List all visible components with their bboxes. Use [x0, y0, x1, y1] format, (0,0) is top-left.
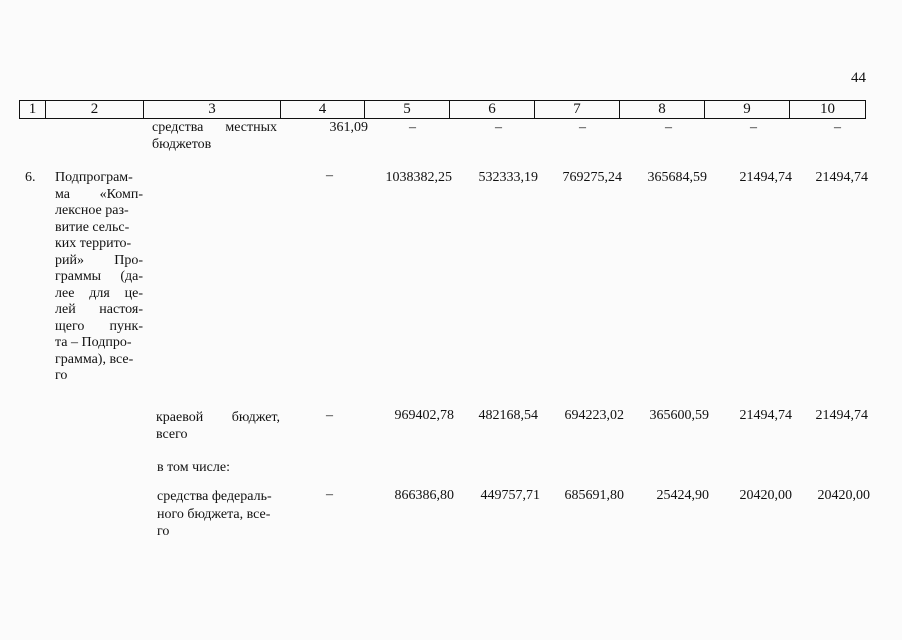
value-col10: 21494,74	[815, 170, 868, 185]
row-label-line: краевой бюджет,	[156, 410, 280, 425]
value-col7: 694223,02	[564, 408, 624, 423]
value-col6: 482168,54	[478, 408, 538, 423]
value-col9: –	[750, 120, 757, 135]
subprogram-name-line: лее для це-	[55, 285, 143, 301]
value-col5: –	[409, 120, 416, 135]
row-label-line: го	[157, 524, 170, 539]
subprogram-name-line: лей настоя-	[55, 302, 143, 317]
column-number-2: 2	[46, 101, 144, 119]
column-number-1: 1	[20, 101, 46, 119]
column-number-8: 8	[620, 101, 705, 119]
value-col6: 449757,71	[480, 488, 540, 503]
row-label-line: средства федераль-	[157, 489, 272, 504]
column-number-header	[19, 100, 866, 119]
value-col4: –	[326, 487, 333, 502]
subprogram-name-line: го	[55, 368, 68, 383]
value-col5: 969402,78	[394, 408, 454, 423]
subprogram-name-line: лексное раз-	[55, 203, 129, 218]
value-col8: 25424,90	[656, 488, 709, 503]
value-col9: 21494,74	[739, 170, 792, 185]
subprogram-name-line: ких террито-	[55, 236, 132, 251]
value-col10: 20420,00	[817, 488, 870, 503]
subprogram-name-line: Подпрограм-	[55, 170, 133, 185]
value-col4: 361,09	[329, 120, 368, 135]
column-number-3: 3	[144, 101, 281, 119]
subprogram-name-line: грамма), все-	[55, 351, 134, 367]
column-number-9: 9	[705, 101, 790, 119]
subprogram-name-line: граммы (да-	[55, 269, 143, 284]
value-col8: 365600,59	[649, 408, 709, 423]
value-col9: 21494,74	[739, 408, 792, 423]
value-col6: –	[495, 120, 502, 135]
value-col6: 532333,19	[478, 170, 538, 185]
page-number: 44	[851, 70, 866, 86]
column-number-7: 7	[535, 101, 620, 119]
value-col7: 685691,80	[564, 488, 624, 503]
subprogram-name-line: щего пунк-	[55, 318, 143, 334]
value-col7: –	[579, 120, 586, 135]
value-col8: –	[665, 120, 672, 135]
row-label-line: средства местных	[152, 120, 277, 135]
subprogram-name-line: витие сельс-	[55, 219, 130, 235]
value-col5: 1038382,25	[385, 170, 452, 185]
column-number-6: 6	[450, 101, 535, 119]
value-col10: 21494,74	[815, 408, 868, 423]
value-col7: 769275,24	[562, 170, 622, 185]
row-label-line: ного бюджета, все-	[157, 506, 271, 522]
subprogram-name-line: рий» Про-	[55, 252, 143, 268]
subprogram-name-line: та – Подпро-	[55, 335, 132, 350]
row-label-line: бюджетов	[152, 137, 212, 152]
value-col4: –	[326, 168, 333, 183]
value-col4: –	[326, 408, 333, 423]
row-label-line: в том числе:	[157, 460, 230, 475]
row-number: 6.	[25, 170, 36, 185]
value-col10: –	[834, 120, 841, 135]
value-col9: 20420,00	[739, 488, 792, 503]
column-number-10: 10	[790, 101, 866, 119]
value-col5: 866386,80	[394, 488, 454, 503]
row-label-line: всего	[156, 426, 188, 442]
column-number-5: 5	[365, 101, 450, 119]
subprogram-name-line: ма «Комп-	[55, 186, 143, 202]
column-number-4: 4	[281, 101, 365, 119]
value-col8: 365684,59	[647, 170, 707, 185]
